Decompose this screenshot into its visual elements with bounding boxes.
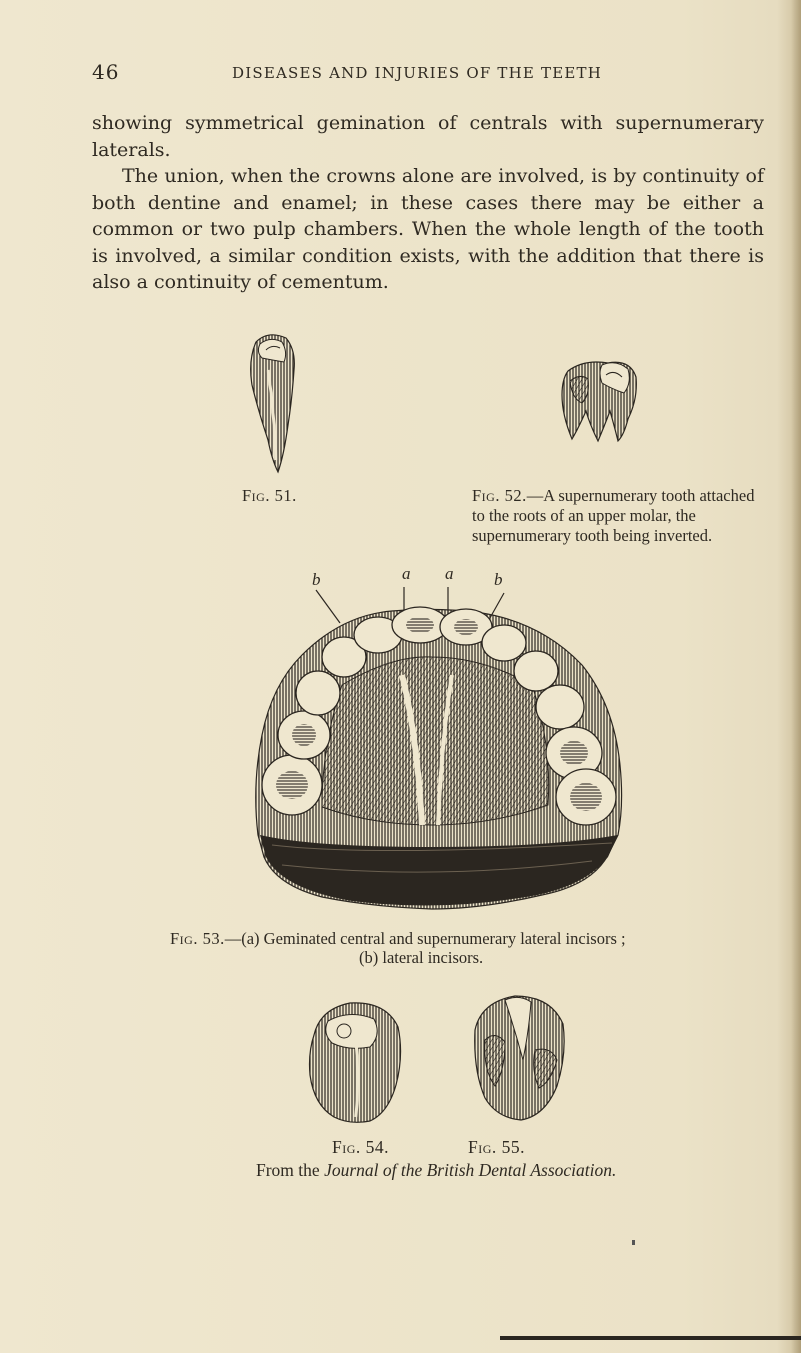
page-number: 46 [92,60,120,84]
paragraph-2: The union, when the crowns alone are involved, is by continuity of both dentine and enamel; in these cases there may be either a common or two pulp chambers. When the whole length of the tooth is involved, a similar condition exists, with the addition that there is also a continuity of cementum. [92,165,764,293]
fig53-letter-a-right: a [445,564,454,583]
fig53-letter-b-left: b [312,570,321,589]
fig52-label: Fig. 52. [472,486,527,505]
print-mark [632,1240,635,1245]
fig52-caption: —A supernumerary tooth attached to the roots of an upper molar, the supernumerary tooth being inverted. [472,486,755,545]
fig53-caption-a: —(a) Geminated central and supernumerary lateral incisors ; [224,929,626,948]
figure-51-illustration [238,330,308,478]
figure-55-illustration [465,990,575,1125]
figure-52-illustration [554,355,642,447]
bottom-rule [500,1336,801,1340]
fig51-label: Fig. 51. [242,486,297,505]
running-title: DISEASES AND INJURIES OF THE TEETH [232,64,603,82]
paragraph-1: showing symmetrical gemination of centrals with supernumerary laterals. [92,112,764,161]
fig54-label: Fig. 54. [332,1137,390,1157]
source-prefix: From the [256,1160,320,1180]
fig53-letter-a-left: a [402,564,411,583]
fig52-caption-block [472,486,762,546]
fig53-letter-b-right: b [494,570,503,589]
fig55-label: Fig. 55. [468,1137,526,1157]
fig53-caption-block [170,929,780,949]
figure-53-illustration [252,585,624,915]
fig53-label: Fig. 53. [170,929,225,948]
source-journal: Journal of the British Dental Association. [324,1160,617,1180]
body-text [92,110,764,296]
source-credit [256,1160,616,1180]
page-edge-shadow [791,0,801,1353]
fig53-caption-b: (b) lateral incisors. [359,948,484,967]
figure-54-illustration [300,995,410,1125]
page-header [92,60,762,90]
